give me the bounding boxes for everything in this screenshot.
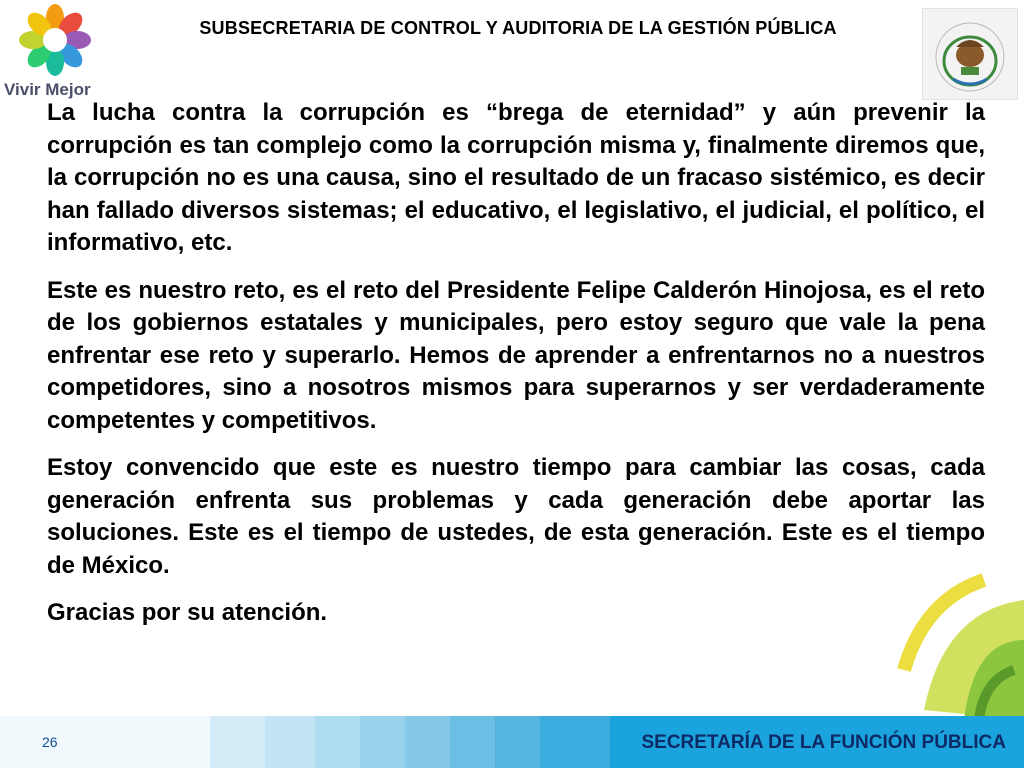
header-title: SUBSECRETARIA DE CONTROL Y AUDITORIA DE LA GESTIÓN PÚBLICA: [199, 18, 837, 38]
logo-text: Vivir Mejor: [4, 80, 91, 99]
paragraph: Este es nuestro reto, es el reto del Presidente Felipe Calderón Hinojosa, es el reto de los gobiernos estatales y municipales, pero estoy seguro que vale la pena enfrentar ese reto y superarlo. Hemos de aprender a enfrentarnos no a nuestros competidores, sino a nosotros mismos para superarnos y ser verdaderamente competentes y competitivos.: [47, 276, 985, 434]
slide-body: [47, 97, 985, 645]
vivir-mejor-logo: [2, 2, 114, 102]
mexican-coat-of-arms-icon: [922, 8, 1018, 100]
paragraph: La lucha contra la corrupción es “brega de eternidad” y aún prevenir la corrupción es tan complejo como la corrupción misma y, finalmente diremos que, la corrupción no es una causa, sino el resultado de un fracaso sistémico, es decir han fallado diversos sistemas; el educativo, el legislativo, el judicial, el político, el informativo, etc.: [47, 99, 985, 256]
closing-line: Gracias por su atención.: [47, 599, 328, 626]
paragraph: Estoy convencido que este es nuestro tiempo para cambiar las cosas, cada generación enfrenta sus problemas y cada generación debe aportar las soluciones. Este es el tiempo de ustedes, de esta generación. Este es el tiempo de México.: [47, 454, 985, 579]
flower-logo-icon: [16, 2, 94, 78]
page-number: 26: [42, 734, 58, 750]
decorative-swirl-graphic: [864, 560, 1024, 720]
footer-title: SECRETARÍA DE LA FUNCIÓN PÚBLICA: [641, 732, 1006, 753]
